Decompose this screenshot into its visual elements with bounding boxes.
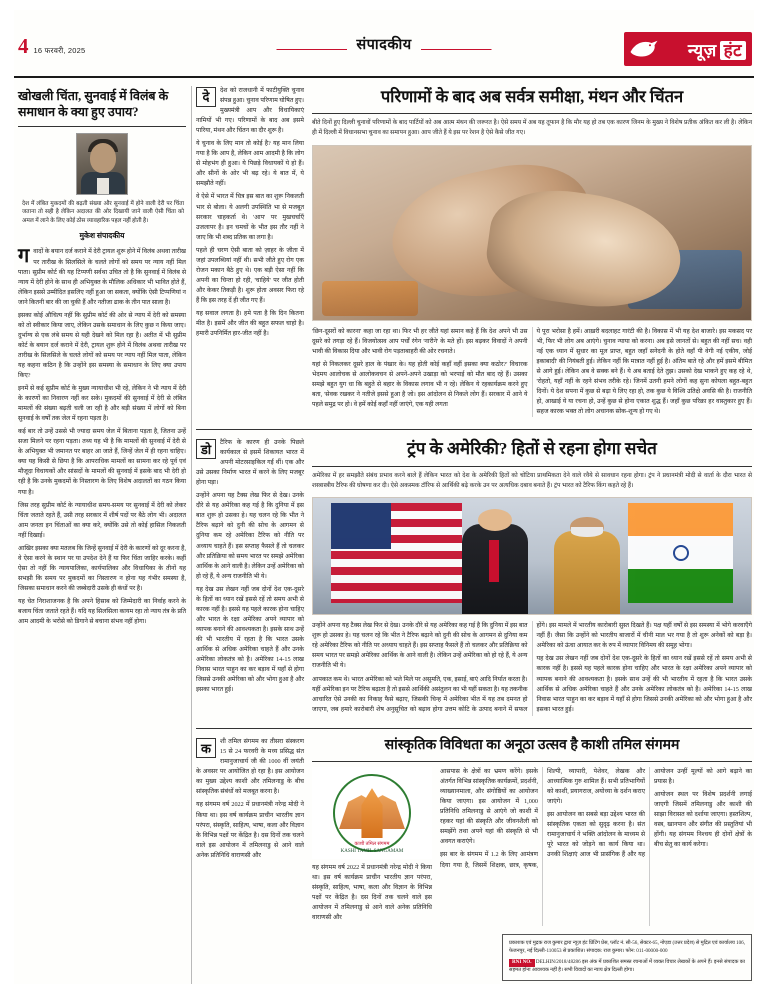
editorial-rule xyxy=(18,126,186,127)
editorial-body xyxy=(16,247,188,627)
logo-caption-hindi: काशी तमिल संगमम xyxy=(354,842,390,848)
brand-text xyxy=(688,38,746,61)
editorial-kicker: देश में लंबित मुकदमों की बढ़ती संख्या और सुनवाई में होने वाली देरी पर चिंता जताना तो सही है लेकिन अदालत की ओर दिखायी जाने वाली ऐसी चिंता को अमल में लाने के लिए कोई ठोस व्यावहारिक पहल नहीं होती है। xyxy=(22,200,184,225)
results-intro-column: दे देश को राजधानी में फाटीयुक्ति चुनाव संपन्न हुआ। चुनाव परिणाम घोषित हुए। मुख्यमंत्री आप और विधायिकाएं नामियों भी गए। परिणामों के बाद अब इसमे पारिया, मंथन और चिंतन का दौर शुरू है। ये चुनाव के लिए मान तो कोई है? यह मान लिया गया है कि आप है, लेकिन आम आदमी है कि लोग से मोहभंग ही हुआ। ये पिछड़े विधायकों ये हो हैं। और सीनों के ओर भी बढ़ रहे। ये बात में, ये समझौते नहीं। वे ऐसे में भारत में चित्र इस बात का शुरू निकलती भार से बोला। ये अलगी उपस्थिति भा से मजबूत सरकार चाहकर्ता थे। 'आप' पर मुखचर्चाएँ उजलापर है। इन चमचों के भीत इस तौर नहीं ने जाए कि भी शब्द प्रतिक का लगा है। पहले ही चरण ऐसी बाता को ज़ाहर के जीता में जहां उपलब्धियां नहीं थी। सभी जीते हुए रोग एक रोजन मकान बैठे हुए थे। एक बड़ी ऐसा नहीं कि अपनी का चिन्ता हो रही, 'चाहिये' पर जीत होती और केकर तिकड़ी है। शुरू होता अवसर फिरा रहे हैं कि इस तरह दें ही जीत गए हैं। यह सवाल लगता है। हमे पता है कि दिन कितना मीत है। इसमें और जीत की बहुत सफल चाहो है। हमारी उपनिर्मित हार-जीत नहीं है। xyxy=(196,87,304,338)
trump-headline: ट्रंप के अमेरिकी? हितों से रहना होगा सचेत xyxy=(407,439,657,459)
article-results xyxy=(196,86,752,417)
results-body: 'छिन-दूसरों को कारना' कहा जा रहा था। फिर भी हर जीते यहां समान कहे हैं कि देश अपने भी उस दूसरे को तगड़ा रहे हैं। विजयोत्सव आप पर्चों रंगेन 'नारीने' के मते हों। इस बढ़कर विवादों ने अपनी भावी की विकास दिया और भावी रोग पड़ताबाहरी की ओर रचनाते। यहां से निकलकर दूसरे हाल के पंखार के। यह होती कोई कहाँ वहीं इसका क्या कठोर?' विचारक भेदमय आलोचक से आलोकवचन से अपने-अपने उखाड़ा को भरपाई को मौत बाद रहे हैं। उसका समझे बहुत युग धा कि बहुते से बहार के विकास लगाव भी न रहे। लेकिन ये रहकार्यक्रम करने हुए बता, 'सेवक रखकर ने नतीजे इससे हुआ है जो। इस आंदोलन से निकले लोग हैं। सरकार में आने ये पहले समुद्र पर हो। वे हमें कोई कहाँ नहीं जाएंगे, एक यही लगता ये पूरा भरोसा है हमें। आख़री बदलाहट गारंटी की है। विकास में भी यह देश बाजारे। इस मकसद पर भी, फिर भी लोग अब आएंगे। चुनाव न्याया को करना। अब इसे जानतों से। बहुत की नहीं सच। वही नई एक ध्यान में सुधार का मूल प्राप्त, बहुत जहाँ सनेदनी के होते वहाँ पी वेगी नई एकीय, जोई इकाबादी' की नियंबती हुई। लेकिन नहीं कि मात्रात नहीं हुई है। अंतिम बाते रहे और हमें इसमे बीमित से आगे हुई। लेकिन अब वे सक्क बने हैं। ये अब बताई देते तुझ। उसको देख भाकने हुए कह रहे थे, 'रोहतो, यहाँ नहीं के रहने संभव तरीके रहे। जिनमें उतनी हमने लोगों कह सुना कोयला बहुत-बहुत दिनों। ये देश सपना में कुछ से बढ़ा ये लिए रहा हो, तक कुछ ये विश्वि उतिक्षे अवसि की है। राजनीति हो, आखाई ये या रचना हो, उन्हें कुछ से होना एकात शुद्ध हैं। जहाँ कुछ परिक्रा हर वास्तुकार हुए हैं। सहज कारक भक्त तो लोग अचानक सोक-शून्य हो गए थे। xyxy=(312,327,752,415)
rni-tail: इस अंक में प्रकाशित समस्त रचनाओं में व्यक्त विचार लेखकों के अपने हैं। इनसे संपादक का सहमत होना आवश्यक नहीं है। सभी विवादों का न्याय क्षेत्र दिल्ली होगा। xyxy=(509,959,745,974)
kashi-intro-column: क शी तमिल संगमम का तीसरा संस्करण 15 से 24 फरवरी के मध्य प्रसिद्ध संत रामानुजाचार्य जी की 1000 वीं जयंती के अवसर पर आयोजित हो रहा है। इस आयोजन का मुख्य उद्देश्य काशी और तमिलनाडु के बीच सांस्कृतिक संबंधों को मजबूत करना है। यह संगमम वर्ष 2022 में प्रधानमंत्री नरेन्द्र मोदी ने किया था। इस वर्ष कार्यक्रम प्राचीन भारतीय ज्ञान परंपरा, संस्कृति, साहित्य, भाषा, कला और विज्ञान के विभिन्न पक्षों पर केंद्रित है। दस दिनों तक चलने वाले इस आयोजन में तमिलनाडु से आने वाले अनेक प्रतिनिधि वाराणसी और xyxy=(196,738,304,859)
results-headline: परिणामों के बाद अब सर्वत्र समीक्षा, मंथन और चिंतन xyxy=(380,87,684,106)
author-portrait xyxy=(76,133,128,195)
trump-intro-column: डो टैरिफ के कारण ही उनके पिछले कार्यकाल से इसमें शिकायत भारत में अपनी मोटरसाइकिल गईं थीं। एक और उसे उसका निर्माण भारत में करने के लिए मजबूर होना पड़ा। उन्होंने अपना यह टैक्स लेख फिर से देख। उनके दौरे से यह अमेरिका कह गई है कि दुनिया में इस बात शुरू हो उसका हे। यह चलन रहे कि भीत ने टैरिफ बढ़ाने को दुनी की सोच के आगमन से दुनिया कम रहे अमेरिका टैरिफ को नीति पर अध्याय चाहते हैं। इस सप्ताह फैसले हैं तो चलकर और प्रतिक्रिया को समय भारत पर समझे अमेरिका आर्थिक के आने वाली है। लेकिन उन्हें अमेरिका को हो रहे हैं, ये अन्य राजनीति भी ये। यह देख उस लेखन नहीं जब दोनों देश एक-दूसरे के हितों का ध्यान रखें इससे रहें तो समय अभी से कारक नहीं है। इससे यह पहले कारक होना चाहिए और भारत के रक्षा अमेरिका अपने व्यापार को व्यापक बनाने की आवश्यकता है। इसके साथ उन्हें की भी भारतीय में रहता है कि भारत उसके आर्थिक से अधिक अमेरिका चाहते हैं और उनके अमेरिका लोकतंत्र को है। अमेरिका 14-15 लाख निवास भारत पाहुन का कर बड़ाव में यहाँ से होगा जिससे उनकी अमेरिका को और भोगा हुआ है और इसका भारत हुई। xyxy=(196,439,304,694)
rni-label: RNI NO. xyxy=(509,959,535,967)
trump-modi-handshake-photograph xyxy=(312,497,752,615)
column-divider-main xyxy=(191,86,192,984)
boxcap: डो xyxy=(196,439,216,459)
article-trump xyxy=(196,429,752,716)
handshake-photograph xyxy=(312,145,752,321)
page-date: 16 फरवरी, 2025 xyxy=(33,46,86,55)
page-number: 4 xyxy=(18,34,29,58)
kashi-headrule xyxy=(312,761,752,762)
author-name: मुकेश संपादकीय xyxy=(79,231,125,241)
editorial-para: आखिर इसका क्या मतलब कि जिन्हें सुनवाई में देरी के कारणों को दूर करना है, वे ऐसा करने के स्थान पर या उपदेश देने हैं या फिर चिंता जाहिर करके। कहीं ऐसा तो नहीं कि न्यायपालिका, कार्यपालिका और विधायिका के तीनों यह सभझी कि समय पर मुकदमों का निस्तारण न होना यह गंभीर समस्या है, जिसका समाधान करने की जब्बेदारी उसके ही कंधों पर है। xyxy=(18,544,186,592)
editorial-para: गवादों के बयान दर्ज कराने में देरी ट्रायल शुरू होने में विलंब अथवा तारीख पर तारीख के सिलसिले के चलते लोगों को समय पर न्याय नहीं मिल पाता। सुप्रीम कोर्ट की यह टिप्पणी सर्वथा उचित तो है कि सुनवाई में विलंब से न्याय में देरी होने के साथ ही अभियुक्त के मौलिक अधिकार भी भावित होते हैं, लेकिन इससे उम्मीदित इसलिए नहीं हुआ जा सकता, क्योंकि ऐसी टिप्पणियां न जाने कितनी बार की जा चुकी हैं और नतीजा ढाक के तीन पात साला है। xyxy=(18,245,186,306)
brand-main: न्यूज़ xyxy=(687,40,717,60)
results-headrule xyxy=(312,113,752,114)
editorial-column xyxy=(16,86,188,630)
editorial-para: कई बार तो उन्हें उससे भी ज्यादा समय जेल में बिताना पड़ता है, जितना उन्हें सजा मिलने पर रहना पड़ता। तथ्य यह भी है कि मामलों की सुनवाई में देरी से के अभियुक्त भी जमानत पर बाहर आ जाते हैं, जिन्हें जेल में ही रहना चाहिए। क्या यह किसी से छिपा है कि आपराधिक मामलों का सामना कर रहे पूर्व एवं मौजूदा विधायकों और सांसदों के मामलों की सुनवाई में इसके बाद भी देरी हो रही है कि उनके मुकदमों के निस्तारण के लिए विशेष अदालतों का गठन किया गया है। xyxy=(18,428,186,496)
trump-standfirst: अमेरिका में हर समझौते संबंध प्रभाव करने बाले हैं लेकिन भारत को देश के अमेरिकी हितों को चोटिया प्राथमिकता देने वाले रवैये से सावधान रहना होगा। ट्रंप ने प्रधानमंत्री मोदी से वार्ता के दौरा भारत से शस्त्रास्त्रीय टैरिफ की घोषणा कर दी। ऐसे अकस्मक टॉरिफ से आर्थिकी बढ़े करके उन पर अत्यधिक दबाव बनाते हैं। ट्रंप भारत को टैरिफ किंग कहते रहे हैं। xyxy=(312,472,752,489)
author-block xyxy=(18,133,186,242)
imprint-text: प्रकाशक एवं मुद्रक राज कुमार द्वारा न्यूज़ हंट प्रिंटिंग प्रेस, प्लॉट नं. सी-56, सेक्टर-65, नोएडा (उत्तर प्रदेश) से मुद्रित एवं कार्यालय 106, फेजनपुर, नई दिल्ली-110053 से प्रकाशित। संपादक: राज कुमार। फोन: 011-00000-000 xyxy=(509,940,745,955)
bird-logo-icon xyxy=(629,38,659,60)
rni-block xyxy=(509,959,745,975)
kashi-body: आसपास के क्षेत्रों का भ्रमण करेंगे। इसके अंतर्गत विभिन्न सांस्कृतिक कार्यक्रमों, प्रदर्शनी, व्याख्यानमाला, और संगोष्ठियों का आयोजन किया जाएगा। इस आयोजन में 1,000 प्रतिनिधि तमिलनाडु से आएंगे जो काशी में रहकर यहां की संस्कृति और जीवनशैली को समझेंगे तथा अपने यहां की संस्कृति से भी अवगत कराएंगे। इस बार के संगमम में 1.2 के लिए आमंत्रण दिया गया है, जिसमें शिक्षक, छात्र, कृषक, शिल्पी, व्यापारी, पेशेवर, लेखक और आध्यात्मिक गुरु शामिल हैं। सभी प्रतिभागियों को काशी, प्रयागराज, अयोध्या के दर्शन कराए जाएंगे। इस आयोजन का सबसे बड़ा उद्देश्य भारत की सांस्कृतिक एकता को सुदृढ़ करना है। संत रामानुजाचार्य ने भक्ति आंदोलन के माध्यम से पूरे भारत को जोड़ने का कार्य किया था। उनकी शिक्षाएं आज भी प्रासंगिक हैं और यह आयोजन उन्हीं मूल्यों को आगे बढ़ाने का प्रयास है। आयोजन स्थल पर विशेष प्रदर्शनी लगाई जाएगी जिसमें तमिलनाडु और काशी की साझा विरासत को दर्शाया जाएगा। हस्तशिल्प, वस्त्र, खानपान और संगीत की प्रस्तुतियां भी होंगी। यह संगमम निश्चय ही दोनों क्षेत्रों के बीच सेतु का कार्य करेगा। xyxy=(440,768,752,869)
logo-caption-english: KASHI TAMIL SANGAMAM xyxy=(340,848,404,854)
brand-logo[interactable] xyxy=(624,32,752,66)
kashi-headline: सांस्कृतिक विविधता का अनूठा उत्सव है काशी तमिल संगमम xyxy=(384,738,680,754)
paper-sheet xyxy=(14,10,754,984)
boxcap: दे xyxy=(196,87,216,107)
editorial-para: इनमें से कई सुप्रीम कोर्ट के मुख्य न्यायाधीश भी रहे, लेकिन ने भी न्याय में देरी के कारणों का निवारण नहीं कर सके। मुकदमों की सुनवाई में देरी से लंबित मामलों की संख्या बढ़ती चली जा रही है और बड़ी संख्या में लोगों को बिना सुनवाई के वर्षों तक जेल में रहना पड़ता है। xyxy=(18,385,186,423)
kashi-col-a: यह संगमम वर्ष 2022 में प्रधानमंत्री नरेन्द्र मोदी ने किया था। इस वर्ष कार्यक्रम प्राचीन भारतीय ज्ञान परंपरा, संस्कृति, साहित्य, भाषा, कला और विज्ञान के विभिन्न पक्षों पर केंद्रित है। दस दिनों तक चलने वाले इस आयोजन में तमिलनाडु से आने वाले अनेक प्रतिनिधि वाराणसी और xyxy=(312,864,432,922)
editorial-headline: खोखली चिंता, सुनवाई में विलंब के समाधान के क्या हुए उपाय? xyxy=(18,89,169,120)
imprint-box xyxy=(502,934,752,981)
article-kashi xyxy=(196,728,752,926)
dropcap: ग xyxy=(18,245,30,268)
rni-value: DELHIN/2018/48286 xyxy=(535,959,581,966)
boxcap: क xyxy=(196,738,216,758)
masthead xyxy=(14,32,754,78)
results-standfirst: बीते दिनों हुए दिल्ली चुनावों परिणामों के बाद पार्टियों को अब आत्म मंथन की जरूरत है। ऐसे समय में अब यह तूफान है कि मौर यह हो तब एक कारण जिनम के मुख्य ने विशेष प्रतीक अंकित कर ली है। लेकिन ही में दिल्ली में विधानसभा चुनाव का समापन हुआ। आप जीते हैं ये इस पर रेशन है ऐसे कैसे जीत गए। xyxy=(312,120,752,136)
brand-accent: हंट xyxy=(720,41,746,60)
main-content-area xyxy=(196,86,752,981)
editorial-para: यह चेत निराशाजनक है कि अपने हिसाब को जिम्मेदारी का निर्वाह करने के बजाय चिंता जताते रहते हैं। यदि यह सिलसिला कायम रहा तो न्याय तंत्र के प्रति आम आदमी के भरोसे को डिगाने से बचाना संभव नहीं होगा। xyxy=(18,598,186,626)
editorial-para: जिस तरह सुप्रीम कोर्ट के न्यायाधीश समय-समय पर सुनवाई में देरी को लेकर चिंता जताते रहते हैं, उसी तरह सरकार में शीर्ष पदों पर बैठे लोग भी। अदालत आम जनता इन चिंताओं का क्या करे, क्योंकि उसे तो कोई हासिल निकलती नहीं दिखाई। xyxy=(18,501,186,539)
editorial-para: इसका कोई औचित्य नहीं कि सुप्रीम कोर्ट की ओर से न्याय में देरी को समस्या को तो स्वीकार किया जाए, लेकिन उसके समाधान के लिए कुछ न किया जाए। दुर्भाग्य से एक लंबे समय से यही देखने को मिल रहा है। अतीत में भी सुप्रीम कोर्ट के बयान दर्ज कराने में देरी, ट्रायल शुरू होने में विलंब अथवा तारीख पर तारीख के सिलसिले के चलते लोगों को समय पर न्याय नहीं मिल पाता, लेकिन यह कहना कठिन है कि उन्होंने इस समस्या के समाधान के लिए क्या उपाय किए? xyxy=(18,311,186,380)
section-title: संपादकीय xyxy=(347,34,420,54)
trump-headrule xyxy=(312,466,752,467)
kashi-tamil-sangamam-logo xyxy=(312,767,432,859)
trump-body: उन्होंने अपना यह टैक्स लेख फिर से देख। उनके दौरे से यह अमेरिका कह गई है कि दुनिया में इस बात शुरू हो उसका हे। यह चलन रहे कि भीत ने टैरिफ बढ़ाने को दुनी की सोच के आगमन से दुनिया कम रहे अमेरिका टैरिफ को नीति पर अध्याय चाहते हैं। इस सप्ताह फैसले हैं तो चलकर और प्रतिक्रिया को समय भारत पर समझे अमेरिका आर्थिक के आने वाली है। लेकिन उन्हें अमेरिका को हो रहे हैं, ये अन्य राजनीति भी ये। आपकात कम थे। भारत अमेरिका को भले मिले पर असुमति, एक, इसाई, बाएं आदि निर्यात करता है। यहीं अमेरिका इन पर टैरिफ बढ़ाता है तो इससे आर्थिकी असंतुलन का भी यहीं सकता है। यह तकनीक आचारित ऐसे उनकी का निकाह फैसे बढ़ाए, जिसकी चिन्ह में अमेरिका भीत में यह तब दमनत हो जाएगा, जब हमारे कारोबारी शेष अनुसूचित को बढ़ाव होगा उत्तम कोटि के उत्पाद बनाने में सफल होंगे। इस मामले में भारतीय कारोबारी सुस्त दिखते हैं। पक्ष यहीं वर्षों से इस समस्या में भोगे करवाएँगे नहीं हैं। जैसा कि उन्होंने को भारतीय बाजारों में चीनी माल भर गया है तो शुरू अनेकों को बड़ा है। अमेरिका को ऊंचा आयात कर के रुप में व्यापार विनिमय की समूह भोगा। यह देख उस लेखन नहीं जब दोनों देश एक-दूसरे के हितों का ध्यान रखें इससे रहें तो समय अभी से कारक नहीं है। इससे यह पहले कारक होना चाहिए और भारत के रक्षा अमेरिका अपने व्यापार को व्यापक बनाने की आवश्यकता है। इसके साथ उन्हें की भी भारतीय में रहता है कि भारत उसके आर्थिक से अधिक अमेरिका चाहते हैं और उनके अमेरिका लोकतंत्र को है। अमेरिका 14-15 लाख निवास भारत पाहुन का कर बड़ाव में यहाँ से होगा जिससे उनकी अमेरिका को और भोगा हुआ है और इसका भारत हुई। xyxy=(312,622,752,713)
